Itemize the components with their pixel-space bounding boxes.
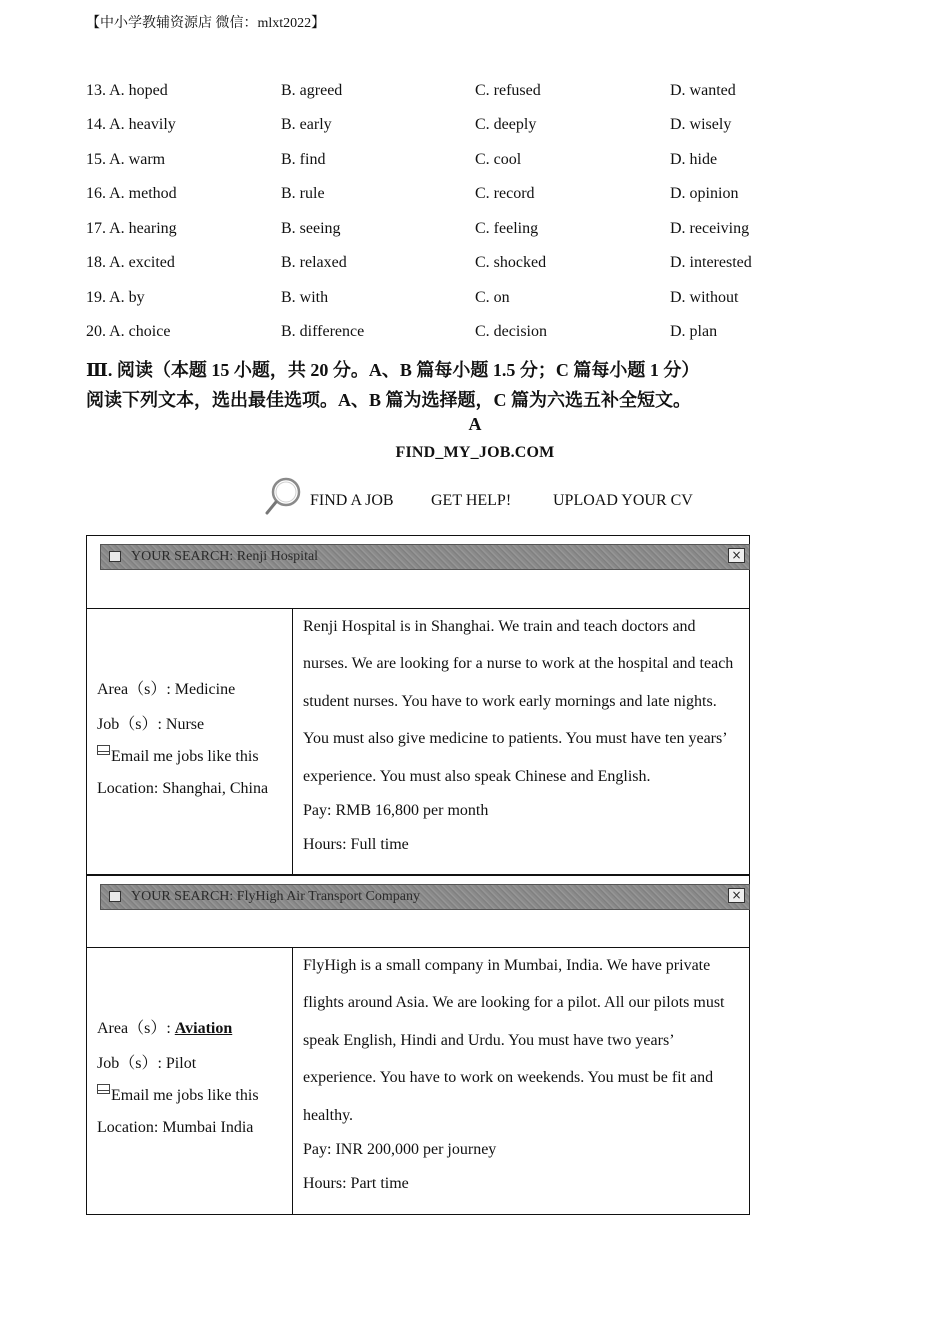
option-d: D. receiving	[670, 220, 750, 237]
search-bar	[100, 544, 750, 570]
option-b: B. agreed	[281, 82, 343, 99]
option-row-18	[86, 254, 806, 278]
option-b: B. with	[281, 289, 329, 306]
option-d: D. hide	[670, 151, 718, 168]
job-line: Job（s）: Pilot	[97, 1055, 197, 1072]
option-row-15	[86, 151, 806, 175]
passage-letter: A	[468, 414, 482, 434]
option-a: 20. A. choice	[86, 323, 171, 340]
close-icon[interactable]: ×	[728, 888, 745, 903]
hours-line: Hours: Full time	[303, 836, 409, 853]
option-b: B. find	[281, 151, 326, 168]
description-text: Renji Hospital is in Shanghai. We train and teach doctors and nurses. We are looking for a nurse to work at the hospital and teach student nurses. You have to work early mornings and late nights. You must also give medicine to patients. You must have ten years’ experience. You must also speak Chinese and English.	[303, 618, 734, 785]
search-text: YOUR SEARCH: Renji Hospital	[131, 549, 319, 564]
email-link[interactable]: Email me jobs like this	[111, 1087, 259, 1104]
option-b: B. relaxed	[281, 254, 347, 271]
area-line	[97, 676, 235, 699]
pay-line: Pay: RMB 16,800 per month	[303, 802, 489, 819]
option-row-19	[86, 289, 806, 313]
option-c: C. cool	[475, 151, 522, 168]
option-a: 18. A. excited	[86, 254, 175, 271]
email-line[interactable]	[97, 1084, 259, 1105]
option-row-13	[86, 82, 806, 106]
option-c: C. feeling	[475, 220, 539, 237]
nav-get-help[interactable]: GET HELP!	[431, 492, 512, 509]
option-a: 13. A. hoped	[86, 82, 168, 99]
search-icon	[109, 551, 121, 562]
option-row-16	[86, 185, 806, 209]
option-a: 16. A. method	[86, 185, 177, 202]
area-value: Medicine	[174, 681, 236, 698]
option-row-20	[86, 323, 806, 347]
option-a: 15. A. warm	[86, 151, 166, 168]
option-d: D. wanted	[670, 82, 736, 99]
nav-upload-cv[interactable]: UPLOAD YOUR CV	[553, 492, 693, 509]
option-b: B. difference	[281, 323, 365, 340]
section-title: Ⅲ. 阅读（本题 15 小题，共 20 分。A、B 篇每小题 1.5 分；C 篇每小题 1 分）	[86, 360, 700, 380]
option-row-14	[86, 116, 806, 140]
source-header: 【中小学教辅资源店 微信：mlxt2022】	[86, 16, 326, 31]
search-bar	[100, 884, 750, 910]
pay-line: Pay: INR 200,000 per journey	[303, 1141, 497, 1158]
email-link[interactable]: Email me jobs like this	[111, 748, 259, 765]
area-label: Area（s）:	[97, 1020, 175, 1037]
envelope-icon	[97, 1084, 110, 1094]
site-title: FIND_MY_JOB.COM	[395, 444, 555, 461]
option-d: D. opinion	[670, 185, 739, 202]
description-text: FlyHigh is a small company in Mumbai, India. We have private flights around Asia. We are looking for a pilot. All our pilots must speak English, Hindi and Urdu. You must have two years’ experience. You have to work on weekends. You must be fit and healthy.	[303, 957, 725, 1124]
divider	[292, 947, 293, 1215]
option-d: D. without	[670, 289, 739, 306]
option-c: C. on	[475, 289, 510, 306]
job-listing-renji	[86, 535, 750, 876]
location-line: Location: Mumbai India	[97, 1119, 254, 1136]
location-line: Location: Shanghai, China	[97, 780, 269, 797]
option-a: 17. A. hearing	[86, 220, 177, 237]
close-icon[interactable]: ×	[728, 548, 745, 563]
search-icon	[109, 891, 121, 902]
option-d: D. plan	[670, 323, 718, 340]
magnifier-icon	[264, 476, 304, 516]
option-b: B. early	[281, 116, 332, 133]
option-c: C. shocked	[475, 254, 547, 271]
search-text: YOUR SEARCH: FlyHigh Air Transport Company	[131, 889, 420, 904]
option-a: 19. A. by	[86, 289, 145, 306]
area-line	[97, 1015, 232, 1038]
email-line[interactable]	[97, 745, 259, 766]
option-c: C. record	[475, 185, 535, 202]
divider	[292, 608, 293, 876]
option-b: B. seeing	[281, 220, 341, 237]
job-listing-flyhigh	[86, 874, 750, 1215]
option-c: C. decision	[475, 323, 547, 340]
area-label: Area（s）:	[97, 681, 175, 698]
option-d: D. wisely	[670, 116, 732, 133]
envelope-icon	[97, 745, 110, 755]
nav-find-a-job[interactable]: FIND A JOB	[310, 492, 394, 509]
area-value: Aviation	[174, 1020, 233, 1037]
option-row-17	[86, 220, 806, 244]
hours-line: Hours: Part time	[303, 1175, 409, 1192]
section-instruction: 阅读下列文本，选出最佳选项。A、B 篇为选择题，C 篇为六选五补全短文。	[86, 390, 692, 410]
job-line: Job（s）: Nurse	[97, 716, 205, 733]
option-c: C. refused	[475, 82, 541, 99]
option-d: D. interested	[670, 254, 752, 271]
option-b: B. rule	[281, 185, 325, 202]
option-a: 14. A. heavily	[86, 116, 176, 133]
option-c: C. deeply	[475, 116, 537, 133]
